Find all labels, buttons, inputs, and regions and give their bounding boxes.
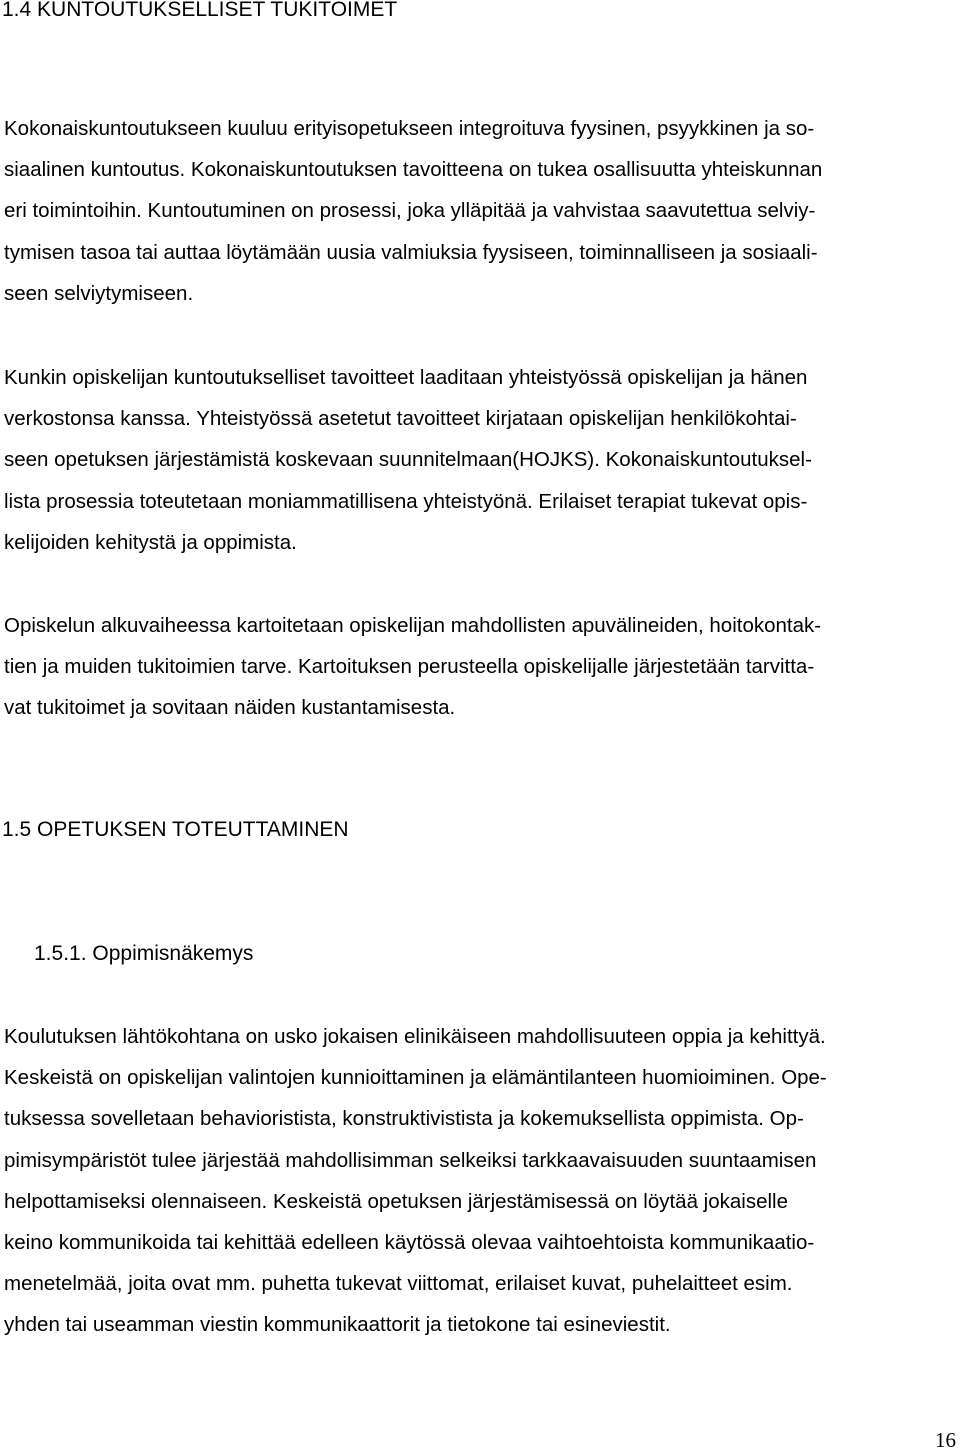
- paragraph-line: seen opetuksen järjestämistä koskevaan suunnitelmaan(HOJKS). Kokonaiskuntoutuksel-: [4, 448, 812, 472]
- subsection-heading-1-5-1: 1.5.1. Oppimisnäkemys: [34, 942, 254, 965]
- paragraph-line: lista prosessia toteutetaan moniammatillisena yhteistyönä. Erilaiset terapiat tukevat opis-: [4, 489, 808, 513]
- paragraph-line: tymisen tasoa tai auttaa löytämään uusia valmiuksia fyysiseen, toiminnalliseen ja sosiaali-: [4, 240, 818, 264]
- paragraph-line: menetelmää, joita ovat mm. puhetta tukevat viittomat, erilaiset kuvat, puhelaitteet esim.: [4, 1272, 793, 1296]
- paragraph-line: verkostonsa kanssa. Yhteistyössä asetetut tavoitteet kirjataan opiskelijan henkilökohtai-: [4, 407, 797, 431]
- paragraph-line: Keskeistä on opiskelijan valintojen kunnioittaminen ja elämäntilanteen huomioiminen. Ope-: [4, 1066, 827, 1090]
- paragraph-4: [4, 1016, 827, 1346]
- paragraph-line: yhden tai useamman viestin kommunikaattorit ja tietokone tai esineviestit.: [4, 1313, 671, 1337]
- paragraph-line: vat tukitoimet ja sovitaan näiden kustantamisesta.: [4, 696, 456, 720]
- paragraph-line: Koulutuksen lähtökohtana on usko jokaisen elinikäiseen mahdollisuuteen oppia ja kehittyä.: [4, 1025, 826, 1048]
- paragraph-line: tien ja muiden tukitoimien tarve. Kartoituksen perusteella opiskelijalle järjestetään tarvitta-: [4, 655, 815, 679]
- paragraph-line: seen selviytymiseen.: [4, 281, 194, 305]
- paragraph-line: keino kommunikoida tai kehittää edelleen käytössä olevaa vaihtoehtoista kommunikaatio-: [4, 1231, 815, 1255]
- paragraph-line: siaalinen kuntoutus. Kokonaiskuntoutuksen tavoitteena on tukea osallisuutta yhteiskunnan: [4, 158, 823, 182]
- paragraph-line: Opiskelun alkuvaiheessa kartoitetaan opiskelijan mahdollisten apuvälineiden, hoitokontak-: [4, 614, 822, 637]
- paragraph-line: tuksessa sovelletaan behavioristista, konstruktivistista ja kokemuksellista oppimista. Op-: [4, 1107, 804, 1131]
- section-heading-1-4: 1.4 KUNTOUTUKSELLISET TUKITOIMET: [2, 0, 398, 21]
- paragraph-2: [4, 357, 812, 563]
- paragraph-line: Kokonaiskuntoutukseen kuuluu erityisopetukseen integroituva fyysinen, psyykkinen ja so-: [4, 117, 815, 140]
- paragraph-3: [4, 605, 821, 729]
- paragraph-line: pimisympäristöt tulee järjestää mahdollisimman selkeiksi tarkkaavaisuuden suuntaamisen: [4, 1148, 817, 1172]
- page-number: 16: [935, 1428, 956, 1452]
- paragraph-line: helpottamiseksi olennaiseen. Keskeistä opetuksen järjestämisessä on löytää jokaiselle: [4, 1189, 788, 1213]
- paragraph-line: Kunkin opiskelijan kuntoutukselliset tavoitteet laaditaan yhteistyössä opiskelijan ja hänen: [4, 366, 808, 389]
- paragraph-line: eri toimintoihin. Kuntoutuminen on prosessi, joka ylläpitää ja vahvistaa saavutettua selviy-: [4, 199, 816, 223]
- paragraph-line: kelijoiden kehitystä ja oppimista.: [4, 530, 297, 554]
- section-heading-1-5: 1.5 OPETUKSEN TOTEUTTAMINEN: [2, 818, 349, 841]
- paragraph-1: [4, 108, 822, 314]
